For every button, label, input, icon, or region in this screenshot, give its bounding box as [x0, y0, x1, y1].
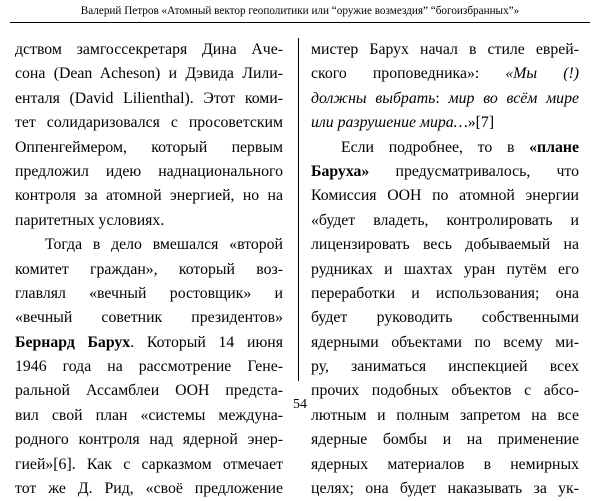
text-line: [311, 282, 579, 306]
text-line: [311, 453, 579, 477]
text-run: контроля за атомной энергией, но на: [15, 187, 283, 205]
text-line: [311, 111, 579, 135]
text-line: [15, 87, 283, 111]
italic-text-run: должны выбрать: [311, 89, 436, 107]
text-run: гией»[6]. Как с сарказмом отмечает: [15, 455, 283, 473]
text-line: [311, 355, 579, 379]
text-line: [15, 160, 283, 184]
text-line: [15, 355, 283, 379]
text-line: [311, 87, 579, 111]
text-run: Тогда в дело вмешался «второй: [45, 236, 283, 254]
text-line: [311, 331, 579, 355]
text-line: [311, 136, 579, 160]
text-run: Оппенгеймером, который первым: [15, 138, 283, 156]
text-line: [15, 306, 283, 330]
text-run: ральной Ассамблеи ООН предста-: [15, 382, 283, 400]
left-text-column: [15, 38, 283, 501]
text-run: целях; она будет наказывать за ук-: [311, 480, 579, 498]
text-line: [311, 160, 579, 184]
text-line: [15, 136, 283, 160]
text-run: предусматривалось, что: [369, 162, 579, 180]
text-run: главлял «вечный ростовщик» и: [15, 284, 283, 302]
text-line: [15, 428, 283, 452]
text-line: [15, 62, 283, 86]
text-line: [311, 306, 579, 330]
column-divider: [298, 38, 299, 381]
page-number: 54: [293, 397, 307, 412]
bold-text-run: Баруха»: [311, 162, 370, 180]
text-run: »[7]: [467, 114, 495, 132]
running-header: Валерий Петров «Атомный вектор геополитики или “оружие возмездия” “богоизбранных”»: [80, 5, 520, 17]
text-run: енталя (David Lilienthal). Этот коми-: [15, 89, 283, 107]
text-run: вил свой план «системы междуна-: [15, 406, 283, 424]
text-line: [311, 38, 579, 62]
text-run: прочих подобных объектов с абсо-: [311, 382, 579, 400]
text-line: [15, 111, 283, 135]
text-line: [15, 184, 283, 208]
text-line: [311, 428, 579, 452]
text-run: паритетных условиях.: [15, 211, 165, 229]
text-line: [15, 282, 283, 306]
text-line: [311, 258, 579, 282]
text-run: сона (Dean Acheson) и Дэвида Лили-: [15, 65, 283, 83]
right-text-column: [311, 38, 579, 501]
text-run: Комиссия ООН по атомной энергии: [311, 187, 579, 205]
text-run: 1946 года на рассмотрение Гене-: [15, 358, 283, 376]
header-rule: [10, 22, 590, 23]
text-line: [15, 331, 283, 355]
text-run: ру, заниматься инспекцией всех: [311, 358, 579, 376]
text-line: [311, 477, 579, 501]
text-run: . Который 14 июня: [130, 333, 283, 351]
bold-text-run: Бернард Барух: [15, 333, 131, 351]
text-line: [15, 233, 283, 257]
text-line: [311, 233, 579, 257]
text-run: дством замгоссекретаря Дина Аче-: [15, 41, 283, 58]
text-line: [15, 477, 283, 501]
text-line: [311, 62, 579, 86]
italic-text-run: или разрушение мира…: [311, 114, 468, 132]
text-run: тот же Д. Рид, «своё предложение: [15, 480, 283, 498]
text-run: лютным и полным запретом на все: [311, 406, 579, 424]
text-run: будет руководить собственными: [311, 309, 579, 327]
italic-text-run: «Мы (!): [505, 65, 579, 83]
text-run: родного контроля над ядерной энер-: [15, 431, 283, 449]
text-line: [311, 184, 579, 208]
text-run: мистер Барух начал в стиле еврей-: [311, 41, 579, 58]
text-line: [15, 38, 283, 62]
text-line: [15, 453, 283, 477]
italic-text-run: мир во всём мире: [448, 89, 579, 107]
text-line: [311, 209, 579, 233]
text-run: предложил идею наднационального: [15, 162, 283, 180]
text-run: тет солидаризовался с просоветским: [15, 114, 283, 132]
text-line: [15, 209, 283, 233]
text-run: Если подробнее, то в: [341, 138, 530, 156]
text-run: ядерные бомбы и на применение: [311, 431, 579, 449]
text-line: [15, 258, 283, 282]
text-run: :: [435, 89, 449, 107]
text-run: комитет граждан», который воз-: [15, 260, 283, 278]
text-run: «будет владеть, контролировать и: [311, 211, 579, 229]
text-run: ядерных материалов в немирных: [311, 455, 579, 473]
bold-text-run: «плане: [529, 138, 579, 156]
text-run: лицензировать весь добываемый на: [311, 236, 579, 254]
text-run: переработки и использования; она: [311, 284, 579, 302]
text-run: рудниках и шахтах уран путём его: [311, 260, 579, 278]
text-run: ядерными объектами по всему ми-: [311, 333, 579, 351]
text-run: ского проповедника»:: [311, 65, 506, 83]
text-run: «вечный советник президентов»: [15, 309, 283, 327]
